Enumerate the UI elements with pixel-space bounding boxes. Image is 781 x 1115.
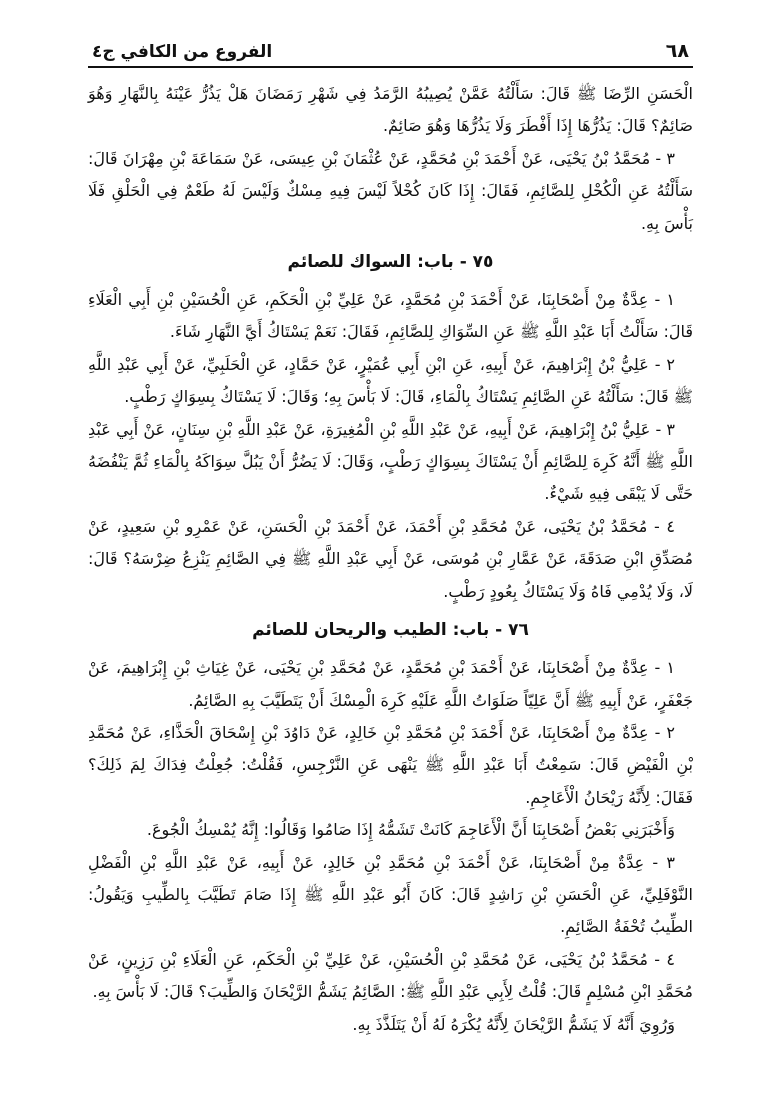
chapter-heading: ٧٦ - باب: الطيب والريحان للصائم — [252, 620, 529, 641]
hadith-paragraph: ١ - عِدَّةٌ مِنْ أَصْحَابِنَا، عَنْ أَحْمَدَ بْنِ مُحَمَّدٍ، عَنْ عَلِيِّ بْنِ الْحَكَمِ، عَنِ الْحُسَيْنِ بْنِ أَبِي الْعَلَاءِ قَالَ: سَأَلْتُ أَبَا عَبْدِ اللَّهِ ﷺ عَنِ السِّوَاكِ لِلصَّائِمِ، فَقَالَ: نَعَمْ يَسْتَاكُ أَيَّ النَّهَارِ شَاءَ. — [88, 290, 693, 342]
hadith-paragraph: ٤ - مُحَمَّدُ بْنُ يَحْيَى، عَنْ مُحَمَّدِ بْنِ الْحُسَيْنِ، عَنْ عَلِيِّ بْنِ الْحَكَمِ، عَنِ الْعَلَاءِ بْنِ رَزِينٍ، عَنْ مُحَمَّدِ ابْنِ مُسْلِمٍ قَالَ: قُلْتُ لِأَبِي عَبْدِ اللَّهِ ﷺ: الصَّائِمُ يَشَمُّ الرَّيْحَانَ وَالطِّيبَ؟ قَالَ: لَا بَأْسَ بِهِ. — [88, 949, 693, 1002]
hadith-paragraph: ٢ - عَلِيُّ بْنُ إِبْرَاهِيمَ، عَنْ أَبِيهِ، عَنِ ابْنِ أَبِي عُمَيْرٍ، عَنْ حَمَّادٍ، عَنِ الْحَلَبِيِّ، عَنْ أَبِي عَبْدِ اللَّهِ ﷺ قَالَ: سَأَلْتُهُ عَنِ الصَّائِمِ يَسْتَاكُ بِالْمَاءِ، قَالَ: لَا بَأْسَ بِهِ؛ وَقَالَ: لَا يَسْتَاكُ بِسِوَاكٍ رَطْبٍ. — [88, 354, 693, 407]
paragraph: الْحَسَنِ الرِّضَا ﷺ قَالَ: سَأَلْتُهُ عَمَّنْ يُصِيبُهُ الرَّمَدُ فِي شَهْرِ رَمَضَانَ هَلْ يَذُرُّ عَيْنَهُ بِالنَّهَارِ وَهُوَ صَائِمٌ؟ قَالَ: يَذُرُّهَا إِذَا أَفْطَرَ وَلَا يَذُرُّهَا وَهُوَ صَائِمٌ. — [88, 84, 693, 136]
page-body — [88, 78, 693, 1041]
chapter-heading: ٧٥ - باب: السواك للصائم — [287, 252, 494, 273]
hadith-paragraph: وَأَخْبَرَنِي بَعْضُ أَصْحَابِنَا أَنَّ الْأَعَاجِمَ كَانَتْ تَشَمُّهُ إِذَا صَامُوا وَقَالُوا: إِنَّهُ يُمْسِكُ الْجُوعَ. — [146, 820, 675, 840]
hadith-paragraph: ٣ - مُحَمَّدُ بْنُ يَحْيَى، عَنْ أَحْمَدَ بْنِ مُحَمَّدٍ، عَنْ عُثْمَانَ بْنِ عِيسَى، عَنْ سَمَاعَةَ بْنِ مِهْرَانَ قَالَ: سَأَلْتُهُ عَنِ الْكُحْلِ لِلصَّائِمِ، فَقَالَ: إِذَا كَانَ كُحْلاً لَيْسَ فِيهِ مِسْكٌ وَلَيْسَ لَهُ طَعْمٌ فِي الْحَلْقِ فَلَا بَأْسَ بِهِ. — [88, 148, 693, 233]
hadith-paragraph: ١ - عِدَّةٌ مِنْ أَصْحَابِنَا، عَنْ أَحْمَدَ بْنِ مُحَمَّدٍ، عَنْ مُحَمَّدِ بْنِ يَحْيَى، عَنْ غِيَاثِ بْنِ إِبْرَاهِيمَ، عَنْ جَعْفَرٍ، عَنْ أَبِيهِ ﷺ أَنَّ عَلِيّاً صَلَوَاتُ اللَّهِ عَلَيْهِ كَرِهَ الْمِسْكَ أَنْ يَتَطَيَّبَ بِهِ الصَّائِمُ. — [88, 658, 693, 710]
hadith-paragraph: ٣ - عِدَّةٌ مِنْ أَصْحَابِنَا، عَنْ أَحْمَدَ بْنِ مُحَمَّدِ بْنِ خَالِدٍ، عَنْ أَبِيهِ، عَنْ عَبْدِ اللَّهِ بْنِ الْفَضْلِ النَّوْفَلِيِّ، عَنِ الْحَسَنِ بْنِ رَاشِدٍ قَالَ: كَانَ أَبُو عَبْدِ اللَّهِ ﷺ إِذَا صَامَ تَطَيَّبَ بِالطِّيبِ وَيَقُولُ: الطِّيبُ تُحْفَةُ الصَّائِمِ. — [88, 852, 693, 937]
book-title: الفروع من الكافي ج٤ — [92, 42, 273, 62]
hadith-paragraph: ٤ - مُحَمَّدُ بْنُ يَحْيَى، عَنْ مُحَمَّدِ بْنِ أَحْمَدَ، عَنْ أَحْمَدَ بْنِ الْحَسَنِ، عَنْ عَمْرِو بْنِ سَعِيدٍ، عَنْ مُصَدِّقِ ابْنِ صَدَقَةَ، عَنْ عَمَّارِ بْنِ مُوسَى، عَنْ أَبِي عَبْدِ اللَّهِ ﷺ فِي الصَّائِمِ يَنْزِعُ ضِرْسَهُ؟ قَالَ: لَا، وَلَا يُدْمِي فَاهُ وَلَا يَسْتَاكُ بِعُودٍ رَطْبٍ. — [88, 516, 693, 601]
hadith-paragraph: وَرُوِيَ أَنَّهُ لَا يَشَمُّ الرَّيْحَانَ لِأَنَّهُ يُكْرَهُ لَهُ أَنْ يَتَلَذَّذَ بِهِ. — [352, 1014, 675, 1034]
hadith-paragraph: ٢ - عِدَّةٌ مِنْ أَصْحَابِنَا، عَنْ أَحْمَدَ بْنِ مُحَمَّدِ بْنِ خَالِدٍ، عَنْ دَاوُدَ بْنِ إِسْحَاقَ الْحَذَّاءِ، عَنْ مُحَمَّدِ بْنِ الْفَيْضِ قَالَ: سَمِعْتُ أَبَا عَبْدِ اللَّهِ ﷺ يَنْهَى عَنِ النَّرْجِسِ، فَقُلْتُ: جُعِلْتُ فِدَاكَ لِمَ ذَلِكَ؟ فَقَالَ: لِأَنَّهُ رَيْحَانُ الْأَعَاجِمِ. — [88, 722, 693, 807]
page-number: ٦٨ — [665, 40, 689, 62]
hadith-paragraph: ٣ - عَلِيُّ بْنُ إِبْرَاهِيمَ، عَنْ أَبِيهِ، عَنْ عَبْدِ اللَّهِ بْنِ الْمُغِيرَةِ، عَنْ عَبْدِ اللَّهِ بْنِ سِنَانٍ، عَنْ أَبِي عَبْدِ اللَّهِ ﷺ أَنَّهُ كَرِهَ لِلصَّائِمِ أَنْ يَسْتَاكَ بِسِوَاكٍ رَطْبٍ، وَقَالَ: لَا يَضُرُّ أَنْ يَبُلَّ سِوَاكَهُ بِالْمَاءِ ثُمَّ يَنْفُضَهُ حَتَّى لَا يَبْقَى فِيهِ شَيْءٌ. — [88, 419, 693, 504]
running-header — [88, 34, 693, 68]
